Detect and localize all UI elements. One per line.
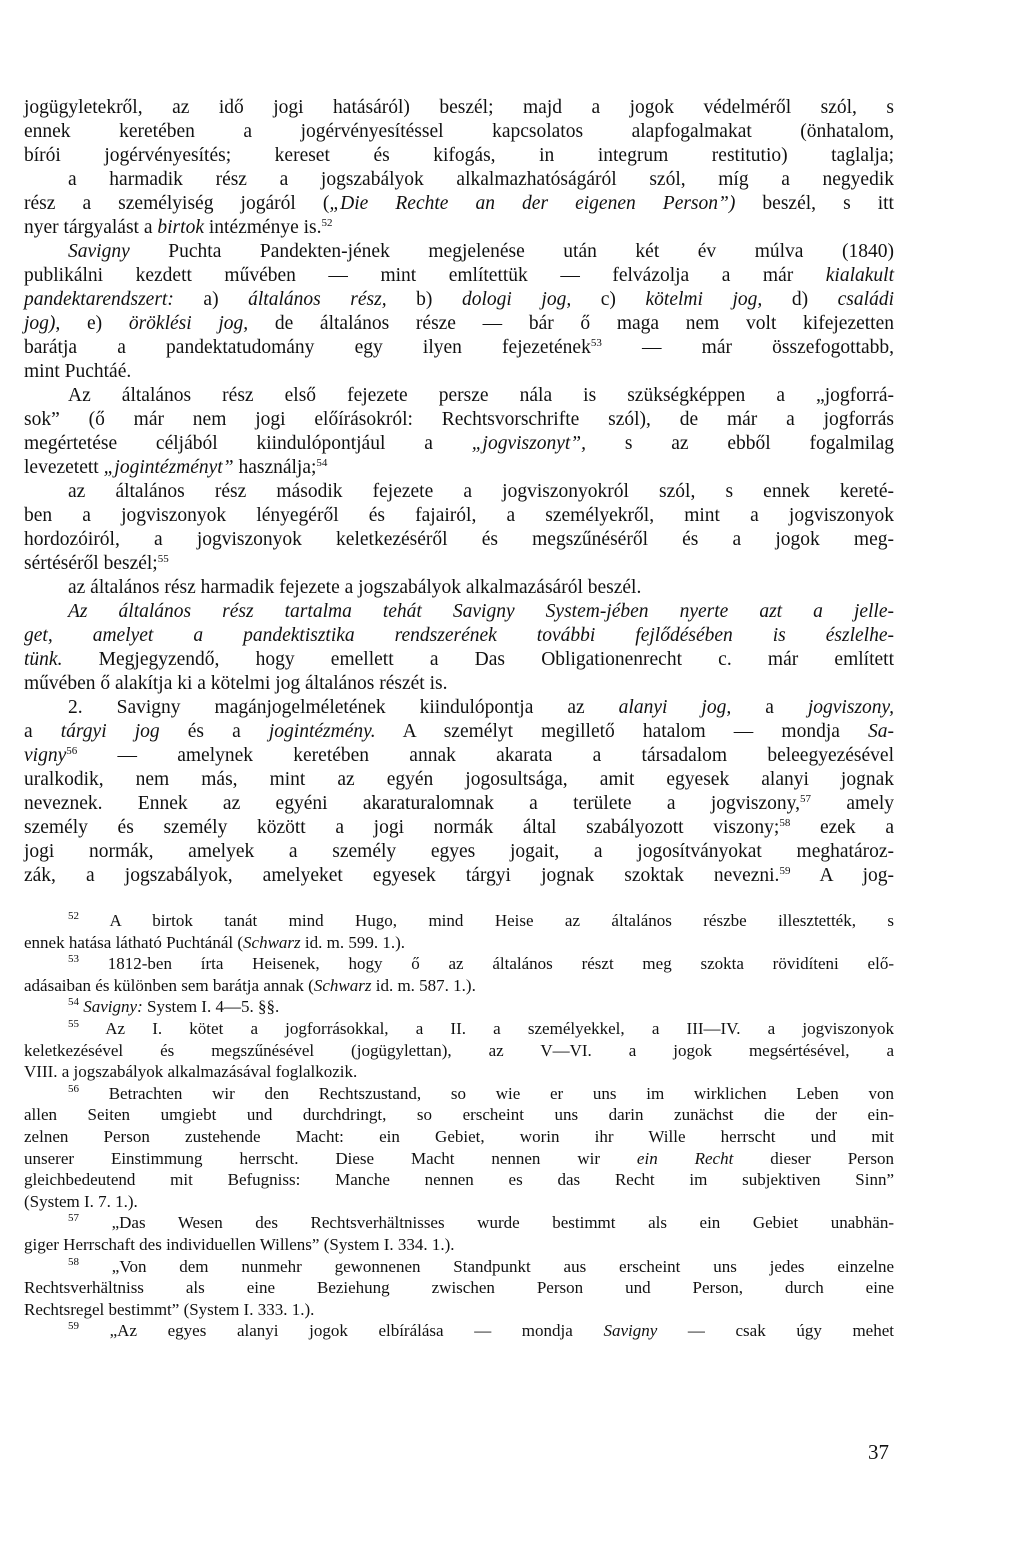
footnote-line <box>24 932 894 954</box>
text-run: id. m. 599. 1.). <box>300 932 406 952</box>
footnote-line <box>24 1018 894 1040</box>
text-run: ezek a <box>790 817 894 838</box>
text-line <box>24 696 894 720</box>
italic-run: „Die Rechte an der eigenen Person”) <box>329 193 736 214</box>
text-run: a) <box>173 289 249 310</box>
footnote-line <box>24 953 894 975</box>
footnote-ref: 53 <box>590 337 602 349</box>
text-run: személy és személy között a jogi normák által szabályozott viszony; <box>24 817 780 838</box>
text-run: az általános rész második fejezete a jogviszonyokról szól, s ennek kereté- <box>68 481 894 502</box>
text-run: adásaiban és különben sem barátja annak ( <box>24 975 314 995</box>
footnote-line <box>24 1148 894 1170</box>
italic-run: alanyi jog, <box>618 697 732 718</box>
text-run: — csak úgy mehet <box>657 1321 894 1341</box>
text-line <box>24 216 894 240</box>
text-run: b) <box>386 289 462 310</box>
text-line <box>24 384 894 408</box>
text-line <box>24 720 894 744</box>
text-run: sok” (ő már nem jogi előírásokról: Rechtsvorschrifte szól), de már a jogforrás <box>24 409 894 430</box>
text-line <box>24 816 894 840</box>
footnote-ref: 57 <box>800 793 812 805</box>
text-line <box>24 456 894 480</box>
text-run: A birtok tanát mind Hugo, mind Heise az általános részbe illesztették, s <box>79 911 894 930</box>
text-run: és a <box>159 721 269 742</box>
text-run: System I. 4—5. §§. <box>142 997 280 1017</box>
text-run: sértéséről beszél; <box>24 553 158 574</box>
text-run: jogi normák, amelyek a személy egyes jogait, a jogosítványokat meghatároz- <box>24 841 894 862</box>
text-run: rész a személyiség jogáról ( <box>24 193 330 214</box>
footnote-line <box>24 1083 894 1105</box>
italic-run: általános rész, <box>248 289 387 310</box>
text-run: 1812-ben írta Heisenek, hogy ő az általános részt meg szokta rövidíteni elő- <box>79 954 894 974</box>
italic-run: „jogintézményt” <box>103 457 234 478</box>
footnote-line <box>24 910 894 932</box>
text-run: zelnen Person zustehende Macht: ein Gebiet, worin ihr Wille herrscht und mit <box>24 1126 894 1146</box>
italic-run: jogviszony, <box>807 697 894 718</box>
text-line <box>24 768 894 792</box>
text-run: levezetett <box>24 457 104 478</box>
footnote-ref: 56 <box>68 1082 79 1095</box>
text-line <box>24 288 894 312</box>
footnote-line <box>24 1299 894 1321</box>
text-line <box>24 264 894 288</box>
text-run: d) <box>762 289 838 310</box>
text-run: bírói jogérvényesítés; kereset és kifogás, in integrum restitutio) taglalja; <box>24 145 894 166</box>
text-line <box>24 240 894 264</box>
text-line <box>24 792 894 816</box>
footnote-ref: 52 <box>321 217 333 229</box>
text-run: Az I. kötet a jogforrásokkal, a II. a személyekkel, a III—IV. a jogviszonyok <box>79 1018 894 1038</box>
text-line <box>24 96 894 120</box>
text-run: — már összefogottabb, <box>601 337 894 358</box>
text-run: a <box>24 721 61 742</box>
text-run: „Az egyes alanyi jogok elbírálása — mondja <box>79 1321 604 1341</box>
text-run: Betrachten wir den Rechtszustand, so wie er uns im wirklichen Leben von <box>79 1083 894 1103</box>
text-line <box>24 408 894 432</box>
text-run: unserer Einstimmung herrscht. Diese Macht nennen wir <box>24 1148 637 1168</box>
italic-run: kötelmi jog, <box>645 289 763 310</box>
text-line <box>24 576 894 600</box>
italic-run: Az általános rész tartalma tehát Savigny System-jében nyerte azt a jelle- <box>68 601 894 622</box>
text-run: 2. Savigny magánjogelméletének kiindulópontja az <box>68 697 619 718</box>
text-run: megértetése céljából kiindulópontjául a <box>24 433 472 454</box>
footnote-line <box>24 1191 894 1213</box>
text-line <box>24 864 894 888</box>
text-run: VIII. a jogszabályok alkalmazásával foglalkozik. <box>24 1062 358 1082</box>
text-line <box>24 336 894 360</box>
text-line <box>24 504 894 528</box>
italic-run: pandektarendszert: <box>24 289 174 310</box>
text-line <box>24 432 894 456</box>
italic-run: öröklési jog, <box>128 313 249 334</box>
footnote-ref: 59 <box>779 865 791 877</box>
italic-run: Savigny <box>68 241 130 262</box>
italic-run: tárgyi jog <box>60 721 160 742</box>
footnote-ref: 53 <box>68 953 79 966</box>
text-run: — amelynek keretében annak akarata a társadalom beleegyezésével <box>77 745 894 766</box>
text-line <box>24 840 894 864</box>
text-run: használja; <box>233 457 317 478</box>
italic-run: családi <box>837 289 894 310</box>
footnote-line <box>24 1104 894 1126</box>
text-line <box>24 144 894 168</box>
text-run: amely <box>811 793 894 814</box>
italic-run: Savigny: <box>83 997 143 1017</box>
italic-run: vigny <box>24 745 67 766</box>
text-run: a <box>731 697 808 718</box>
footnote-line <box>24 1234 894 1256</box>
text-line <box>24 744 894 768</box>
text-run: a harmadik rész a jogszabályok alkalmazhatóságáról szól, míg a negyedik <box>68 169 894 190</box>
text-run: id. m. 587. 1.). <box>371 975 476 995</box>
text-line <box>24 600 894 624</box>
text-run: beszél, s itt <box>735 193 894 214</box>
text-line <box>24 168 894 192</box>
italic-run: get, amelyet a pandektisztika rendszerének további fejlődésében is észlelhe- <box>24 625 894 646</box>
footnote-line <box>24 1320 894 1342</box>
footnote-line <box>24 1212 894 1234</box>
text-line <box>24 192 894 216</box>
italic-run: jogintézmény. <box>268 721 376 742</box>
text-run: de általános része — bár ő maga nem volt kifejezetten <box>248 313 894 334</box>
text-line <box>24 648 894 672</box>
footnote-line <box>24 1126 894 1148</box>
italic-run: Schwarz <box>313 975 372 995</box>
text-run: (System I. 7. 1.). <box>24 1191 138 1211</box>
text-run: uralkodik, nem más, mint az egyén jogosultsága, amit egyesek alanyi jognak <box>24 769 894 790</box>
text-line <box>24 360 894 384</box>
text-run: Rechtsregel bestimmt” (System I. 333. 1.). <box>24 1299 315 1319</box>
text-run: s az ebből fogalmilag <box>586 433 894 454</box>
footnote-line <box>24 975 894 997</box>
italic-run: birtok <box>157 217 204 238</box>
text-run: allen Seiten umgiebt und durchdringt, so erscheint uns darin zunächst die der ein- <box>24 1105 894 1125</box>
text-run: barátja a pandektatudomány egy ilyen fejezetének <box>24 337 591 358</box>
text-run: ennek hatása látható Puchtánál ( <box>24 932 244 952</box>
text-run: ben a jogviszonyok lényegéről és fajairól, a személyekről, mint a jogviszonyok <box>24 505 894 526</box>
text-run: c) <box>571 289 646 310</box>
text-run: publikálni kezdett művében — mint említettük — felvázolja a már <box>24 265 826 286</box>
footnote-line <box>24 1040 894 1062</box>
text-run: ennek keretében a jogérvényesítéssel kapcsolatos alapfogalmakat (önhatalom, <box>24 121 894 142</box>
document-page <box>24 96 894 1342</box>
text-run: zák, a jogszabályok, amelyeket egyesek tárgyi jognak szoktak nevezni. <box>24 865 780 886</box>
body-text <box>24 96 894 888</box>
text-run: Az általános rész első fejezete persze nála is szükségképpen a „jogforrá- <box>68 385 894 406</box>
footnote-ref: 54 <box>316 457 328 469</box>
italic-run: Savigny <box>603 1321 658 1341</box>
text-run: Megjegyzendő, hogy emellett a Das Obligationenrecht c. már említett <box>62 649 894 670</box>
footnote-line <box>24 1169 894 1191</box>
footnote-line <box>24 1256 894 1278</box>
italic-run: Sa- <box>868 721 894 742</box>
text-run: mint Puchtáé. <box>24 361 132 382</box>
italic-run: jog), <box>24 313 61 334</box>
text-line <box>24 120 894 144</box>
text-run: nyer tárgyalást a <box>24 217 158 238</box>
footnote-line <box>24 1277 894 1299</box>
footnote-ref: 55 <box>68 1017 79 1030</box>
text-run: giger Herrschaft des individuellen Willens” (System I. 334. 1.). <box>24 1234 455 1254</box>
text-run: A jog- <box>790 865 894 886</box>
page-number: 37 <box>868 1440 889 1464</box>
text-run: művében ő alakítja ki a kötelmi jog általános részét is. <box>24 673 448 694</box>
text-run: Puchta Pandekten-jének megjelenése után két év múlva (1840) <box>129 241 894 262</box>
text-run: e) <box>60 313 129 334</box>
footnote-ref: 58 <box>779 817 791 829</box>
italic-run: ein Recht <box>636 1148 734 1168</box>
footnote-line <box>24 1061 894 1083</box>
footnote-ref: 55 <box>157 553 169 565</box>
italic-run: dologi jog, <box>462 289 572 310</box>
text-run: neveznek. Ennek az egyéni akaraturalomnak a területe a jogviszony, <box>24 793 801 814</box>
text-run: Rechtsverhältniss als eine Beziehung zwischen Person und Person, durch eine <box>24 1278 894 1298</box>
text-run: dieser Person <box>733 1148 895 1168</box>
text-run: gleichbedeutend mit Befugniss: Manche nennen es das Recht im subjektiven Sinn” <box>24 1170 894 1190</box>
text-run: hordozóiról, a jogviszonyok keletkezéséről és megszűnéséről és a jogok meg- <box>24 529 894 550</box>
footnote-ref: 56 <box>66 745 78 757</box>
italic-run: kialakult <box>825 265 894 286</box>
text-line <box>24 528 894 552</box>
text-line <box>24 480 894 504</box>
text-run: „Von dem nunmehr gewonnenen Standpunkt aus erscheint uns jedes einzelne <box>79 1256 894 1276</box>
text-line <box>24 624 894 648</box>
footnote-ref: 59 <box>68 1320 79 1333</box>
text-run: jogügyletekről, az idő jogi hatásáról) beszél; majd a jogok védelméről szól, s <box>24 97 894 118</box>
text-run: keletkezésével és megszűnésével (jogügylettan), az V—VI. a jogok megsértésével, a <box>24 1040 894 1060</box>
text-line <box>24 312 894 336</box>
text-line <box>24 672 894 696</box>
footnote-ref: 58 <box>68 1255 79 1268</box>
italic-run: tünk. <box>24 649 63 670</box>
footnotes <box>24 910 894 1342</box>
text-run: „Das Wesen des Rechtsverhältnisses wurde bestimmt als ein Gebiet unabhän- <box>79 1213 894 1233</box>
footnote-ref: 52 <box>68 910 79 922</box>
footnote-ref: 57 <box>68 1212 79 1225</box>
text-line <box>24 552 894 576</box>
footnote-line <box>24 996 894 1018</box>
text-run: intézménye is. <box>203 217 322 238</box>
italic-run: Schwarz <box>243 932 301 952</box>
text-run: A személyt megillető hatalom — mondja <box>375 721 868 742</box>
footnote-ref: 54 <box>68 996 79 1009</box>
italic-run: „jogviszonyt”, <box>471 433 586 454</box>
text-run: az általános rész harmadik fejezete a jogszabályok alkalmazásáról beszél. <box>68 577 642 598</box>
